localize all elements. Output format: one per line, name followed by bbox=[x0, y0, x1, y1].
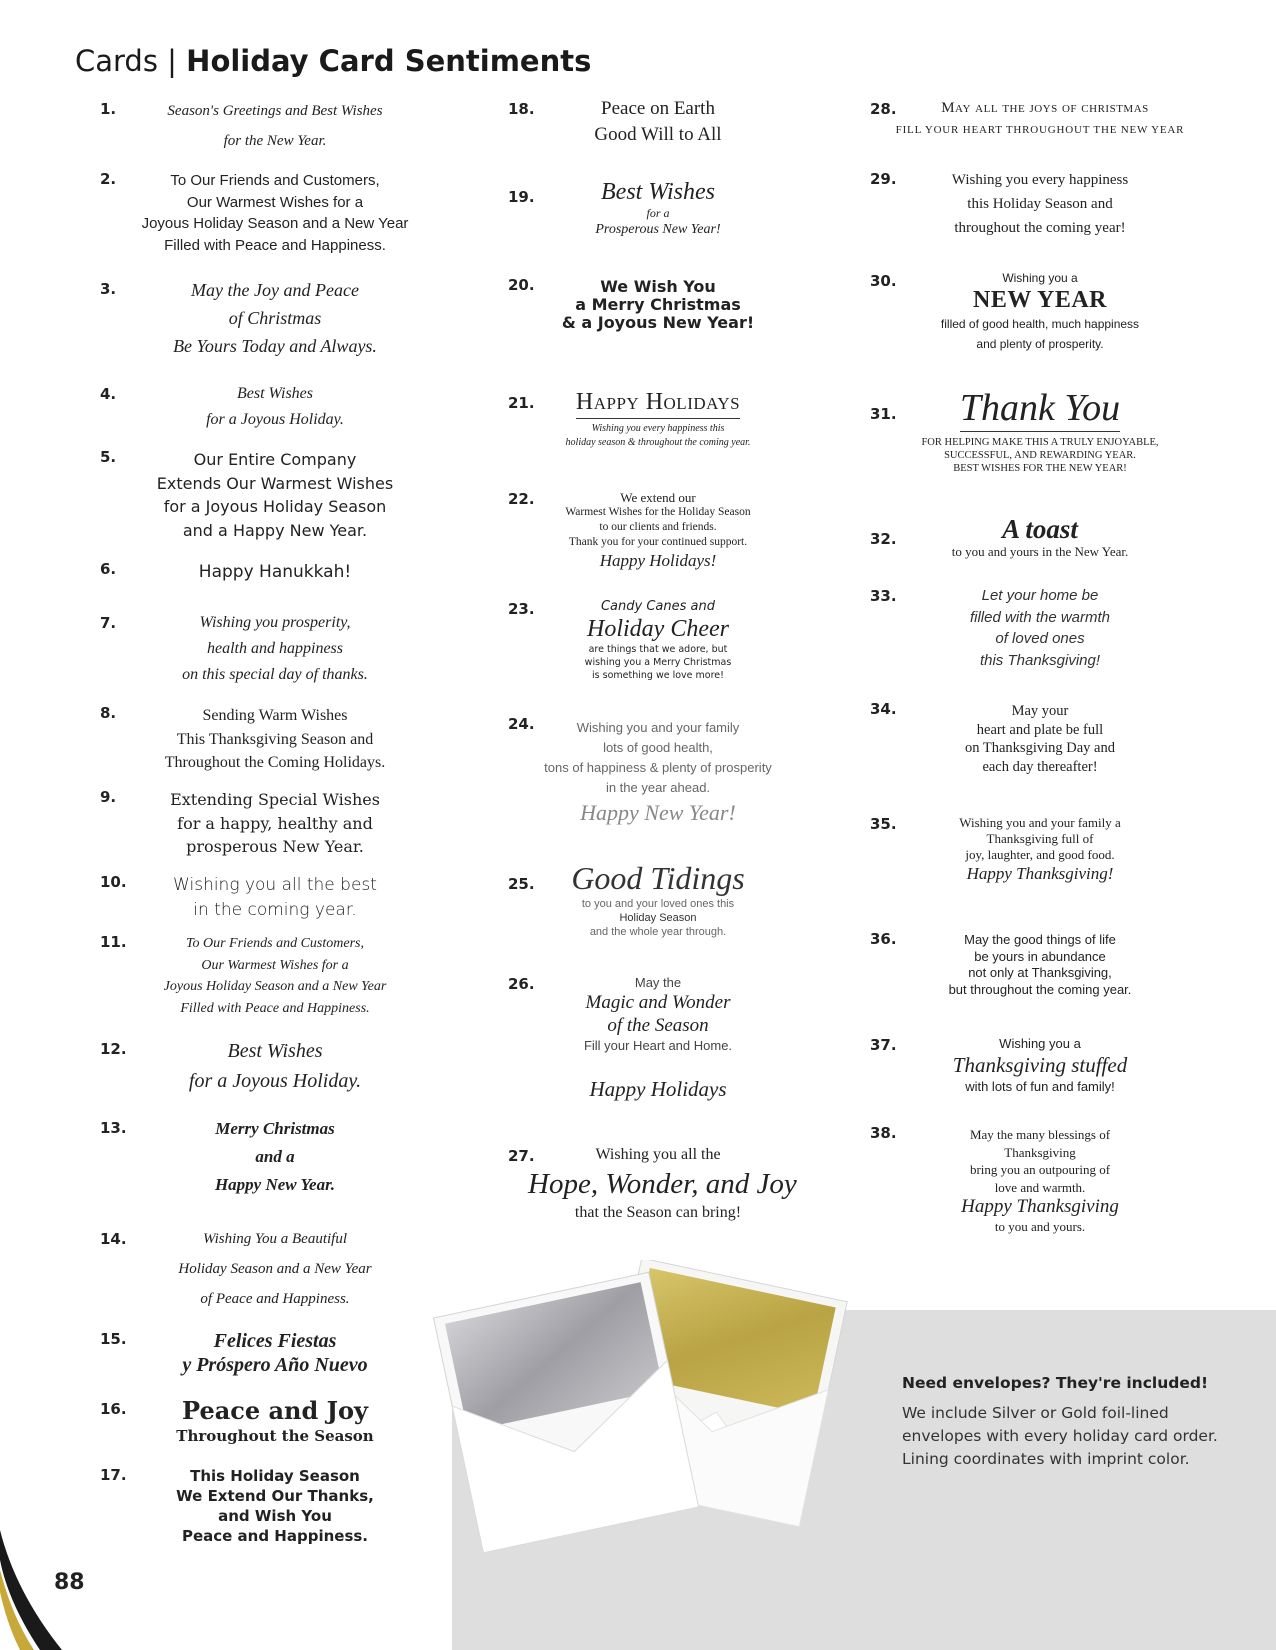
sentiment-number: 9. bbox=[100, 788, 117, 806]
sentiment-number: 14. bbox=[100, 1230, 127, 1248]
sentiment-line: Candy Canes and bbox=[600, 599, 715, 614]
sentiment-line: Our Entire Company bbox=[193, 450, 357, 469]
sentiment-line: in the coming year. bbox=[193, 900, 357, 920]
sentiment-number: 3. bbox=[100, 280, 117, 298]
sentiment-line: Wishing you a bbox=[1002, 271, 1078, 285]
sentiment-line: Our Warmest Wishes for a bbox=[186, 193, 364, 211]
sentiment-number: 23. bbox=[508, 600, 535, 618]
sentiment-number: 24. bbox=[508, 715, 535, 733]
sentiment-line: Wishing you every happiness this bbox=[591, 423, 725, 434]
sentiment-line: Hope, Wonder, and Joy bbox=[528, 1168, 797, 1200]
sentiment-line: Happy New Year! bbox=[580, 800, 736, 825]
sentiment-number: 2. bbox=[100, 170, 117, 188]
sentiment-number: 6. bbox=[100, 560, 117, 578]
sentiment-line: for a Joyous Holiday Season bbox=[163, 497, 387, 516]
sentiment-line: Thank You bbox=[960, 387, 1120, 432]
sentiment-line: Wishing you and your family a bbox=[959, 815, 1121, 830]
sentiment-number: 16. bbox=[100, 1400, 127, 1418]
sentiment-line: prosperous New Year. bbox=[186, 837, 364, 856]
sentiment-line: to you and yours. bbox=[994, 1219, 1086, 1234]
sentiment-line: Happy Holidays! bbox=[599, 551, 717, 570]
sentiment-line: filled with the warmth bbox=[969, 608, 1111, 626]
sentiment-line: Happy Holidays bbox=[576, 388, 740, 419]
sentiment-line: Peace on Earth bbox=[601, 98, 715, 119]
sentiment-number: 19. bbox=[508, 188, 535, 206]
sentiment-line: be yours in abundance bbox=[974, 948, 1106, 964]
sentiment-line: Wishing you every happiness bbox=[951, 172, 1129, 188]
sentiment-number: 32. bbox=[870, 530, 897, 548]
sentiment-line: on this special day of thanks. bbox=[182, 666, 368, 683]
sentiment-line: FILL YOUR HEART THROUGHOUT THE NEW YEAR bbox=[895, 124, 1185, 136]
sentiment-line: May the many blessings of bbox=[969, 1127, 1111, 1142]
sentiment-number: 18. bbox=[508, 100, 535, 118]
sentiment-line: Joyous Holiday Season and a New Year bbox=[141, 215, 409, 232]
sentiment-line: joy, laughter, and good food. bbox=[965, 847, 1115, 862]
sentiment-number: 22. bbox=[508, 490, 535, 508]
sentiment-line: Our Warmest Wishes for a bbox=[201, 957, 349, 973]
sentiment-number: 31. bbox=[870, 405, 897, 423]
sentiment-line: NEW YEAR bbox=[972, 287, 1108, 313]
sentiment-number: 5. bbox=[100, 448, 117, 466]
sentiment-line: Thank you for your continued support. bbox=[568, 536, 748, 548]
sentiment-line: Wishing you prosperity, bbox=[199, 614, 351, 631]
sentiment-line: May the bbox=[634, 975, 682, 990]
sentiment-line: Peace and Happiness. bbox=[181, 1527, 369, 1545]
sentiment-line: Throughout the Season bbox=[176, 1427, 374, 1445]
sentiment-line: May your bbox=[1011, 703, 1069, 719]
sentiment-line: Happy Hanukkah! bbox=[198, 562, 352, 582]
envelopes-title: Need envelopes? They're included! bbox=[902, 1374, 1209, 1392]
sentiment-number: 12. bbox=[100, 1040, 127, 1058]
section-label: Cards bbox=[75, 44, 158, 78]
sentiment-line: bring you an outpouring of bbox=[969, 1162, 1111, 1177]
sentiment-number: 7. bbox=[100, 614, 117, 632]
sentiment-line: and a bbox=[255, 1147, 295, 1166]
sentiment-line: but throughout the coming year. bbox=[948, 981, 1132, 997]
sentiment-number: 8. bbox=[100, 704, 117, 722]
sentiment-number: 28. bbox=[870, 100, 897, 118]
sentiment-line: not only at Thanksgiving, bbox=[968, 965, 1112, 980]
sentiment-line: this Thanksgiving! bbox=[979, 651, 1101, 669]
page-title bbox=[75, 44, 591, 78]
sentiment-line: Be Yours Today and Always. bbox=[173, 336, 377, 356]
sentiment-line: Warmest Wishes for the Holiday Season bbox=[565, 506, 751, 518]
sentiment-line: this Holiday Season and bbox=[967, 196, 1113, 212]
sentiment-number: 30. bbox=[870, 272, 897, 290]
sentiment-line: Magic and Wonder bbox=[585, 992, 731, 1013]
sentiment-line: health and happiness bbox=[207, 640, 343, 657]
sentiment-line: Wishing you all the bbox=[595, 1146, 721, 1163]
sentiment-line: Happy Holidays bbox=[589, 1077, 727, 1101]
sentiment-line: We extend our bbox=[620, 490, 696, 505]
sentiment-line: May the Joy and Peace bbox=[191, 280, 359, 300]
sentiment-line: Best Wishes bbox=[601, 179, 715, 205]
sentiment-line: Good Tidings bbox=[571, 860, 745, 896]
sentiment-line: and plenty of prosperity. bbox=[976, 337, 1104, 351]
sentiment-line: of Peace and Happiness. bbox=[200, 1291, 350, 1307]
sentiment-line: Filled with Peace and Happiness. bbox=[164, 236, 386, 254]
sentiment-line: throughout the coming year! bbox=[954, 220, 1126, 236]
sentiment-line: for the New Year. bbox=[223, 133, 327, 149]
sentiment-number: 27. bbox=[508, 1147, 535, 1165]
sentiment-line: We Extend Our Thanks, bbox=[176, 1487, 374, 1505]
sentiment-line: May the good things of life bbox=[964, 932, 1116, 947]
sentiment-line: Holiday Season bbox=[619, 912, 697, 924]
sentiment-line: Extending Special Wishes bbox=[170, 790, 380, 809]
sentiment-number: 15. bbox=[100, 1330, 127, 1348]
sentiment-line: Prosperous New Year! bbox=[595, 222, 721, 237]
sentiment-line: to you and yours in the New Year. bbox=[951, 544, 1129, 559]
envelopes-description: We include Silver or Gold foil-lined envelopes with every holiday card order. Lining coordinates with imprint color. bbox=[902, 1404, 1218, 1468]
sentiment-line: to our clients and friends. bbox=[599, 521, 717, 533]
sentiment-line: & a Joyous New Year! bbox=[561, 313, 755, 332]
sentiment-line: Let your home be bbox=[981, 587, 1099, 604]
sentiment-line: lots of good health, bbox=[603, 740, 713, 755]
sentiment-line: heart and plate be full bbox=[976, 721, 1104, 738]
sentiment-line: Filled with Peace and Happiness. bbox=[180, 1000, 370, 1016]
sentiment-line: for a Joyous Holiday. bbox=[206, 411, 344, 428]
sentiment-number: 25. bbox=[508, 875, 535, 893]
sentiment-line: Thanksgiving full of bbox=[986, 831, 1094, 846]
sentiment-line: A toast bbox=[1002, 514, 1078, 544]
sentiment-line: Holiday Cheer bbox=[587, 616, 729, 642]
sentiment-line: Peace and Joy bbox=[182, 1396, 368, 1425]
sentiment-line: This Thanksgiving Season and bbox=[176, 730, 374, 748]
sentiment-line: Thanksgiving bbox=[1004, 1144, 1076, 1160]
sentiment-line: Joyous Holiday Season and a New Year bbox=[163, 979, 387, 994]
sentiment-line: that the Season can bring! bbox=[574, 1204, 742, 1221]
envelopes-image bbox=[430, 1260, 890, 1590]
sentiment-number: 29. bbox=[870, 170, 897, 188]
sentiment-line: love and warmth. bbox=[994, 1179, 1086, 1195]
sentiment-number: 1. bbox=[100, 100, 117, 118]
sentiment-line: Season's Greetings and Best Wishes bbox=[167, 103, 383, 119]
sentiment-line: is something we love more! bbox=[592, 670, 724, 681]
sentiment-line: Happy Thanksgiving! bbox=[966, 864, 1114, 883]
sentiment-line: to you and your loved ones this bbox=[581, 898, 735, 910]
sentiment-line: a Merry Christmas bbox=[575, 295, 741, 314]
sentiment-number: 4. bbox=[100, 385, 117, 403]
sentiment-number: 36. bbox=[870, 930, 897, 948]
sentiment-line: for a happy, healthy and bbox=[177, 813, 373, 833]
sentiment-line: SUCCESSFUL, AND REWARDING YEAR. bbox=[944, 450, 1136, 461]
sentiment-line: FOR HELPING MAKE THIS A TRULY ENJOYABLE, bbox=[921, 437, 1159, 448]
sentiment-line: Wishing you all the best bbox=[173, 875, 377, 895]
sentiment-line: are things that we adore, but bbox=[588, 644, 728, 655]
sentiment-line: Wishing You a Beautiful bbox=[202, 1231, 348, 1247]
sentiment-number: 17. bbox=[100, 1466, 127, 1484]
sentiment-number: 34. bbox=[870, 700, 897, 718]
sentiment-number: 38. bbox=[870, 1124, 897, 1142]
sentiment-line: and the whole year through. bbox=[589, 926, 727, 938]
sentiment-line: BEST WISHES FOR THE NEW YEAR! bbox=[953, 463, 1127, 474]
sentiment-line: Merry Christmas bbox=[215, 1119, 335, 1138]
sentiment-line: for a bbox=[646, 206, 670, 220]
sentiment-number: 21. bbox=[508, 394, 535, 412]
sentiment-line: May all the joys of christmas bbox=[941, 100, 1149, 116]
sentiment-number: 26. bbox=[508, 975, 535, 993]
sentiment-line: Extends Our Warmest Wishes bbox=[156, 473, 394, 493]
sentiment-line: Best Wishes bbox=[237, 385, 313, 402]
sentiment-line: This Holiday Season bbox=[190, 1467, 360, 1485]
page-title-text: Holiday Card Sentiments bbox=[186, 44, 592, 78]
sentiment-line: To Our Friends and Customers, bbox=[170, 172, 380, 189]
sentiment-line: for a Joyous Holiday. bbox=[188, 1070, 362, 1092]
sentiment-line: tons of happiness & plenty of prosperity bbox=[544, 760, 772, 775]
sentiment-line: Holiday Season and a New Year bbox=[178, 1261, 372, 1277]
sentiment-line: each day thereafter! bbox=[982, 758, 1098, 775]
sentiment-line: wishing you a Merry Christmas bbox=[584, 657, 732, 668]
sentiment-line: To Our Friends and Customers, bbox=[185, 936, 364, 951]
sentiment-line: and a Happy New Year. bbox=[182, 520, 368, 540]
sentiment-line: of loved ones bbox=[995, 630, 1085, 647]
sentiment-number: 35. bbox=[870, 815, 897, 833]
sentiment-number: 20. bbox=[508, 276, 535, 294]
sentiment-line: Happy New Year. bbox=[214, 1175, 336, 1194]
sentiment-line: in the year ahead. bbox=[605, 780, 711, 795]
sentiment-line: Wishing you and your family bbox=[576, 720, 740, 735]
sentiment-line: We Wish You bbox=[600, 277, 716, 296]
sentiment-line: Felices Fiestas bbox=[213, 1330, 337, 1352]
sentiment-line: Good Will to All bbox=[594, 124, 722, 145]
sentiment-number: 33. bbox=[870, 587, 897, 605]
sentiment-line: filled of good health, much happiness bbox=[940, 317, 1140, 331]
title-separator: | bbox=[167, 44, 177, 78]
sentiment-line: Sending Warm Wishes bbox=[202, 707, 348, 724]
sentiment-line: and Wish You bbox=[218, 1507, 332, 1525]
sentiment-line: with lots of fun and family! bbox=[965, 1079, 1115, 1094]
page-number: 88 bbox=[54, 1570, 85, 1595]
sentiment-line: on Thanksgiving Day and bbox=[965, 740, 1115, 756]
sentiment-number: 13. bbox=[100, 1119, 127, 1137]
sentiment-line: of the Season bbox=[607, 1015, 709, 1036]
sentiment-line: y Próspero Año Nuevo bbox=[182, 1354, 368, 1376]
sentiment-line: Throughout the Coming Holidays. bbox=[164, 754, 386, 771]
sentiment-line: Best Wishes bbox=[227, 1040, 323, 1062]
sentiment-line: Wishing you a bbox=[999, 1036, 1081, 1051]
sentiment-number: 37. bbox=[870, 1036, 897, 1054]
sentiment-line: Happy Thanksgiving bbox=[961, 1196, 1119, 1217]
sentiment-number: 10. bbox=[100, 873, 127, 891]
sentiment-line: Thanksgiving stuffed bbox=[952, 1053, 1128, 1077]
sentiment-line: Fill your Heart and Home. bbox=[583, 1038, 733, 1053]
sentiment-line: of Christmas bbox=[228, 308, 322, 328]
sentiment-line: holiday season & throughout the coming year. bbox=[565, 437, 751, 448]
sentiment-number: 11. bbox=[100, 933, 127, 951]
